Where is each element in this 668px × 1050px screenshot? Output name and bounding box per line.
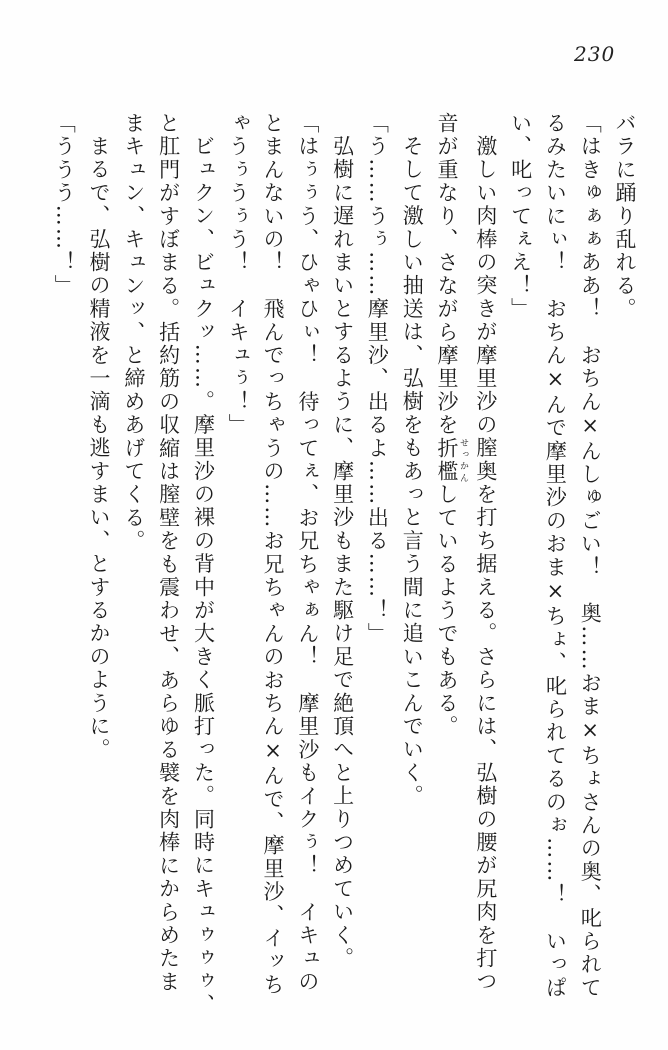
text-column: バラに踊り乱れる。 xyxy=(613,112,637,321)
text-column: ビュクン、ビュクッ……。摩里沙の裸の背中が大きく脈打った。同時にキュゥゥゥ、 xyxy=(191,135,216,1017)
text-column: 「ううう……！」 xyxy=(52,112,77,298)
text-column: 激しい肉棒の突きが摩里沙の膣奥を打ち据える。さらには、弘樹の腰が尻肉を打つ xyxy=(473,135,498,994)
text-column: 「はぅぅう、ひゃひぃ！ 待ってぇ、お兄ちゃぁん！ 摩里沙もイクぅ！ イキュの xyxy=(295,112,320,994)
text-column: そして激しい抽送は、弘樹をもあっと言う間に追いこんでいく。 xyxy=(400,135,425,808)
text-column: と肛門がすぼまる。括約筋の収縮は膣壁をも震わせ、あらゆる襞を肉棒にからめたま xyxy=(156,112,181,994)
text-column: 音が重なり、さながら摩里沙を折檻 せっかんしているようでもある。 xyxy=(435,112,469,739)
text-column: まるで、弘樹の精液を一滴も逃すまい、とするかのように。 xyxy=(87,135,112,762)
text-column: 「う……うぅ……摩里沙、出るよ……出る……！」 xyxy=(365,112,390,646)
text-column: 「はきゅぁぁああ！ おちん×んしゅごい！ 奥……おま×ちょさんの奥、叱られて xyxy=(578,112,603,1000)
text-column: とまんないの！ 飛んでっちゃうの……お兄ちゃんのおちん×んで、摩里沙、イッち xyxy=(261,112,286,997)
page-number: 230 xyxy=(574,42,616,66)
text-column: 弘樹に遅れまいとするように、摩里沙もまた駆け足で絶頂へと上りつめていく。 xyxy=(330,135,355,971)
page-text xyxy=(46,112,642,1032)
text-column: い、叱ってぇえ！」 xyxy=(508,112,533,321)
ruby-annotated-word: 折檻 せっかん xyxy=(435,436,469,484)
text-column: るみたいにぃ！ おちん×んで摩里沙のおま×ちょ、叱られてるのぉ……！ いっぱ xyxy=(543,112,568,1000)
text-column: ゃうぅうぅう！ イキュぅ！」 xyxy=(226,112,251,437)
text-column: まキュン、キュンッ、と締めあげてくる。 xyxy=(121,112,146,553)
